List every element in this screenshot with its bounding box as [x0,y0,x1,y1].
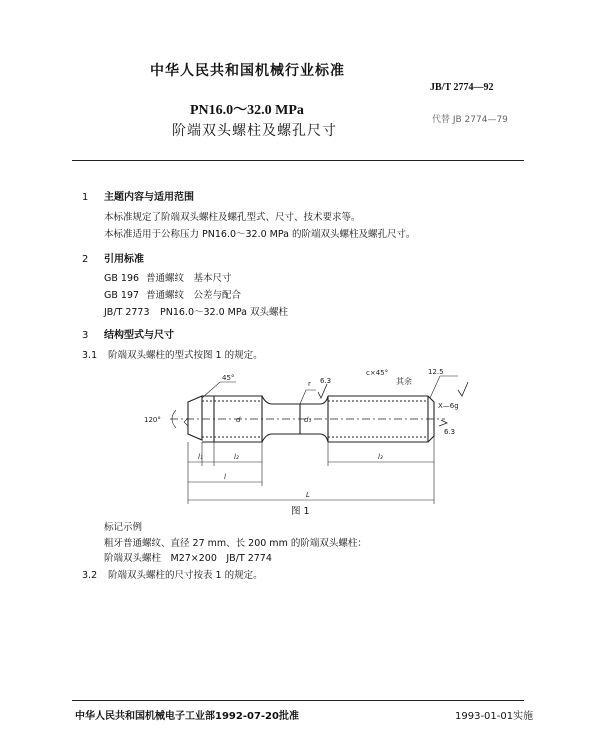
reference-code: GB 197 [104,290,140,301]
subsection-3-1-text: 阶端双头螺柱的型式按图 1 的规定。 [108,350,263,361]
section-3-number: 3 [82,330,89,341]
effective-date: 1993-01-01实施 [455,711,534,722]
marking-line-1: 粗牙普通螺纹、直径 27 mm、长 200 mm 的阶端双头螺柱： [104,538,367,549]
figure-1-drawing [140,362,470,508]
marking-label: 标记示例 [104,522,143,533]
top-divider [72,160,524,161]
label-d1: d₁ [304,416,312,424]
stud-point-outline [188,396,202,440]
standard-number: JB/T 2774—92 [430,82,494,93]
label-angle-45: 45° [222,374,235,382]
section-1-para-1: 本标准规定了阶端双头螺柱及螺孔型式、尺寸、技术要求等。 [104,212,361,223]
label-l3: l₃ [378,453,383,461]
title-pressure-range: PN16.0～32.0 MPa [190,103,304,118]
section-1-title: 主题内容与适用范围 [104,192,194,203]
label-chamfer: c×45° [366,369,389,377]
section-2-title: 引用标准 [104,254,144,265]
reference-title: 普通螺纹 公差与配合 [146,290,242,301]
label-angle-120: 120° [144,416,161,424]
label-ra-right: 6.3 [444,428,456,436]
label-d: d [236,416,241,424]
figure-caption: 图 1 [291,506,310,517]
reference-code: JB/T 2773 [104,307,150,318]
subsection-3-2-text: 阶端双头螺柱的尺寸按表 1 的规定。 [108,570,263,581]
reference-item [104,304,288,318]
section-1-heading [82,188,194,203]
marking-line-2: 阶端双头螺柱 M27×200 JB/T 2774 [104,553,272,564]
section-3-title: 结构型式与尺寸 [104,330,174,341]
label-thread: X—6g [438,402,459,410]
reference-code: GB 196 [104,273,140,284]
subsection-3-2 [82,567,263,581]
label-r: r [308,380,311,388]
label-rest: 其余 [396,377,412,386]
subsection-3-1 [82,347,263,361]
subsection-3-1-number: 3.1 [82,350,98,361]
bottom-divider [72,700,524,701]
label-L: L [306,491,310,499]
subsection-3-2-number: 3.2 [82,570,98,581]
section-2-heading [82,250,144,265]
reference-item [104,270,232,284]
label-ra-rest: 12.5 [428,368,444,376]
replaces-standard: 代替 JB 2774—79 [432,115,508,125]
approval-line: 中华人民共和国机械电子工业部1992-07-20批准 [75,711,299,722]
issuing-organization: 中华人民共和国机械行业标准 [150,63,345,79]
section-3-heading [82,326,174,341]
label-l: l [224,473,226,481]
section-1-para-2: 本标准适用于公称压力 PN16.0～32.0 MPa 的阶端双头螺柱及螺孔尺寸。 [104,229,416,240]
reference-item [104,287,241,301]
section-1-number: 1 [82,192,89,203]
section-2-number: 2 [82,254,89,265]
label-l1: l₁ [198,453,203,461]
label-l2: l₂ [234,453,239,461]
reference-title: 普通螺纹 基本尺寸 [146,273,232,284]
title-main: 阶端双头螺柱及螺孔尺寸 [172,123,337,139]
reference-title: PN16.0～32.0 MPa 双头螺柱 [160,307,288,318]
label-ra-mid: 6.3 [320,377,332,385]
